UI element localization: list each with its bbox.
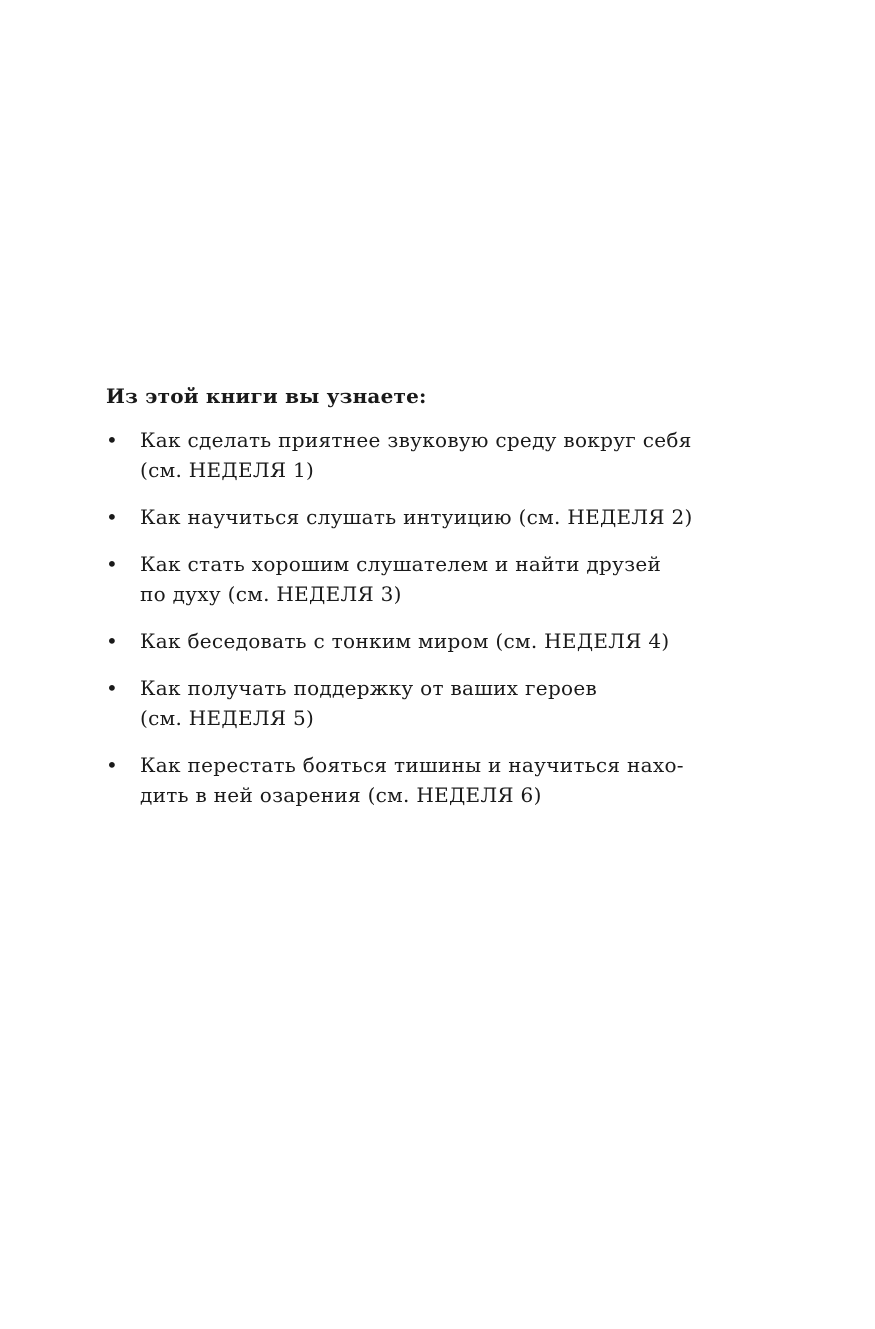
list-item — [106, 673, 726, 733]
list-item-line: Как научиться слушать интуицию (см. НЕДЕЛЯ 2) — [140, 505, 693, 529]
list-item-line: Как перестать бояться тишины и научиться нахо- — [140, 753, 684, 777]
bullet-icon: • — [106, 629, 119, 653]
list-item-line: Как сделать приятнее звуковую среду вокруг себя — [140, 428, 692, 452]
page-content — [106, 381, 726, 827]
list-item-line: (см. НЕДЕЛЯ 1) — [140, 458, 315, 482]
list-item — [106, 549, 726, 609]
bullet-icon: • — [106, 552, 119, 576]
list-item — [106, 502, 726, 532]
bullet-icon: • — [106, 505, 119, 529]
list-item-line: Как беседовать с тонким миром (см. НЕДЕЛЯ 4) — [140, 629, 670, 653]
topics-list — [106, 425, 726, 810]
list-item — [106, 425, 726, 485]
list-item-line: Как стать хорошим слушателем и найти друзей — [140, 552, 662, 576]
bullet-icon: • — [106, 676, 119, 700]
list-item-line: по духу (см. НЕДЕЛЯ 3) — [140, 582, 402, 606]
list-item-line: (см. НЕДЕЛЯ 5) — [140, 706, 315, 730]
list-item-line: Как получать поддержку от ваших героев — [140, 676, 598, 700]
bullet-icon: • — [106, 428, 119, 452]
list-item — [106, 750, 726, 810]
bullet-icon: • — [106, 753, 119, 777]
section-heading: Из этой книги вы узнаете: — [106, 384, 427, 408]
list-item — [106, 626, 726, 656]
list-item-line: дить в ней озарения (см. НЕДЕЛЯ 6) — [140, 783, 542, 807]
